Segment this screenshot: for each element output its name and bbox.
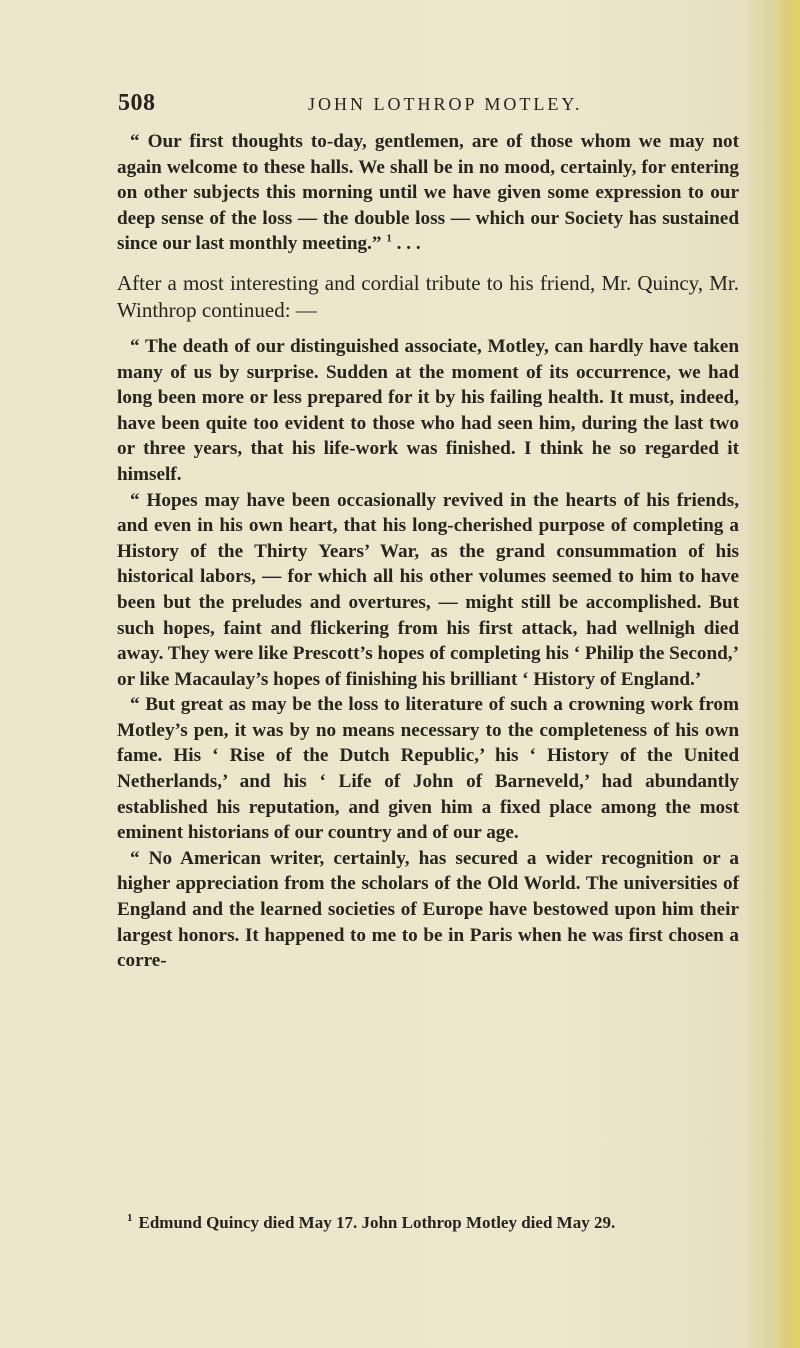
page-number: 508 — [118, 90, 156, 116]
footnote-text: Edmund Quincy died May 17. John Lothrop Motley died May 29. — [138, 1213, 616, 1232]
paragraph-text: “ Our first thoughts to-day, gentlemen, are of those whom we may not again welcome to these halls. We shall be in no mood, certainly, for entering on other subjects this morning until we have given some expression to our deep sense of the loss — the double loss — which our Society has sustained since our last monthly meeting.” — [117, 131, 739, 255]
body-text — [117, 129, 739, 974]
paragraph-great-loss: “ But great as may be the loss to literature of such a crowning work from Motley’s pen, it was by no means necessary to the completeness of his own fame. His ‘ Rise of the Dutch Republic,’ his ‘ History of the United Netherlands,’ and his ‘ Life of John of Barneveld,’ had abundantly established his reputation, and given him a fixed place among the most eminent historians of our country and of our age. — [117, 694, 739, 844]
paragraph-american-writer: “ No American writer, certainly, has secured a wider recognition or a higher appreciation from the scholars of the Old World. The universities of England and the learned societies of Europe have bestowed upon him their largest honors. It happened to me to be in Paris when he was first chosen a corre- — [117, 847, 739, 972]
paragraph-death-of-motley: “ The death of our distinguished associate, Motley, can hardly have taken many of us by surprise. Sudden at the moment of its occurrence, we had long been more or less prepared for it by his failing health. It must, indeed, have been quite too evident to those who had seen him, during the last two or three years, that his life-work was finished. I think he so regarded it himself. — [117, 335, 739, 485]
page-edge-shading — [774, 0, 800, 1348]
footnote — [117, 1211, 739, 1235]
paragraph-narration: After a most interesting and cordial tribute to his friend, Mr. Quincy, Mr. Winthrop continued: — — [117, 270, 739, 322]
running-head: JOHN LOTHROP MOTLEY. — [308, 94, 583, 114]
page-header — [118, 90, 738, 120]
footnote-marker: 1 — [127, 1212, 133, 1225]
paragraph-opening-quote — [117, 129, 739, 257]
paragraph-hopes: “ Hopes may have been occasionally revived in the hearts of his friends, and even in his own heart, that his long-cherished purpose of completing a History of the Thirty Years’ War, as the grand consummation of his historical labors, — for which all his other volumes seemed to him to have been but the preludes and overtures, — might still be accomplished. But such hopes, faint and flickering from his first attack, had wellnigh died away. They were like Prescott’s hopes of completing his ‘ Philip the Second,’ or like Macaulay’s hopes of finishing his brilliant ‘ History of England.’ — [117, 489, 739, 690]
ellipsis: . . . — [391, 233, 421, 255]
footnote-reference: 1 — [386, 232, 392, 245]
